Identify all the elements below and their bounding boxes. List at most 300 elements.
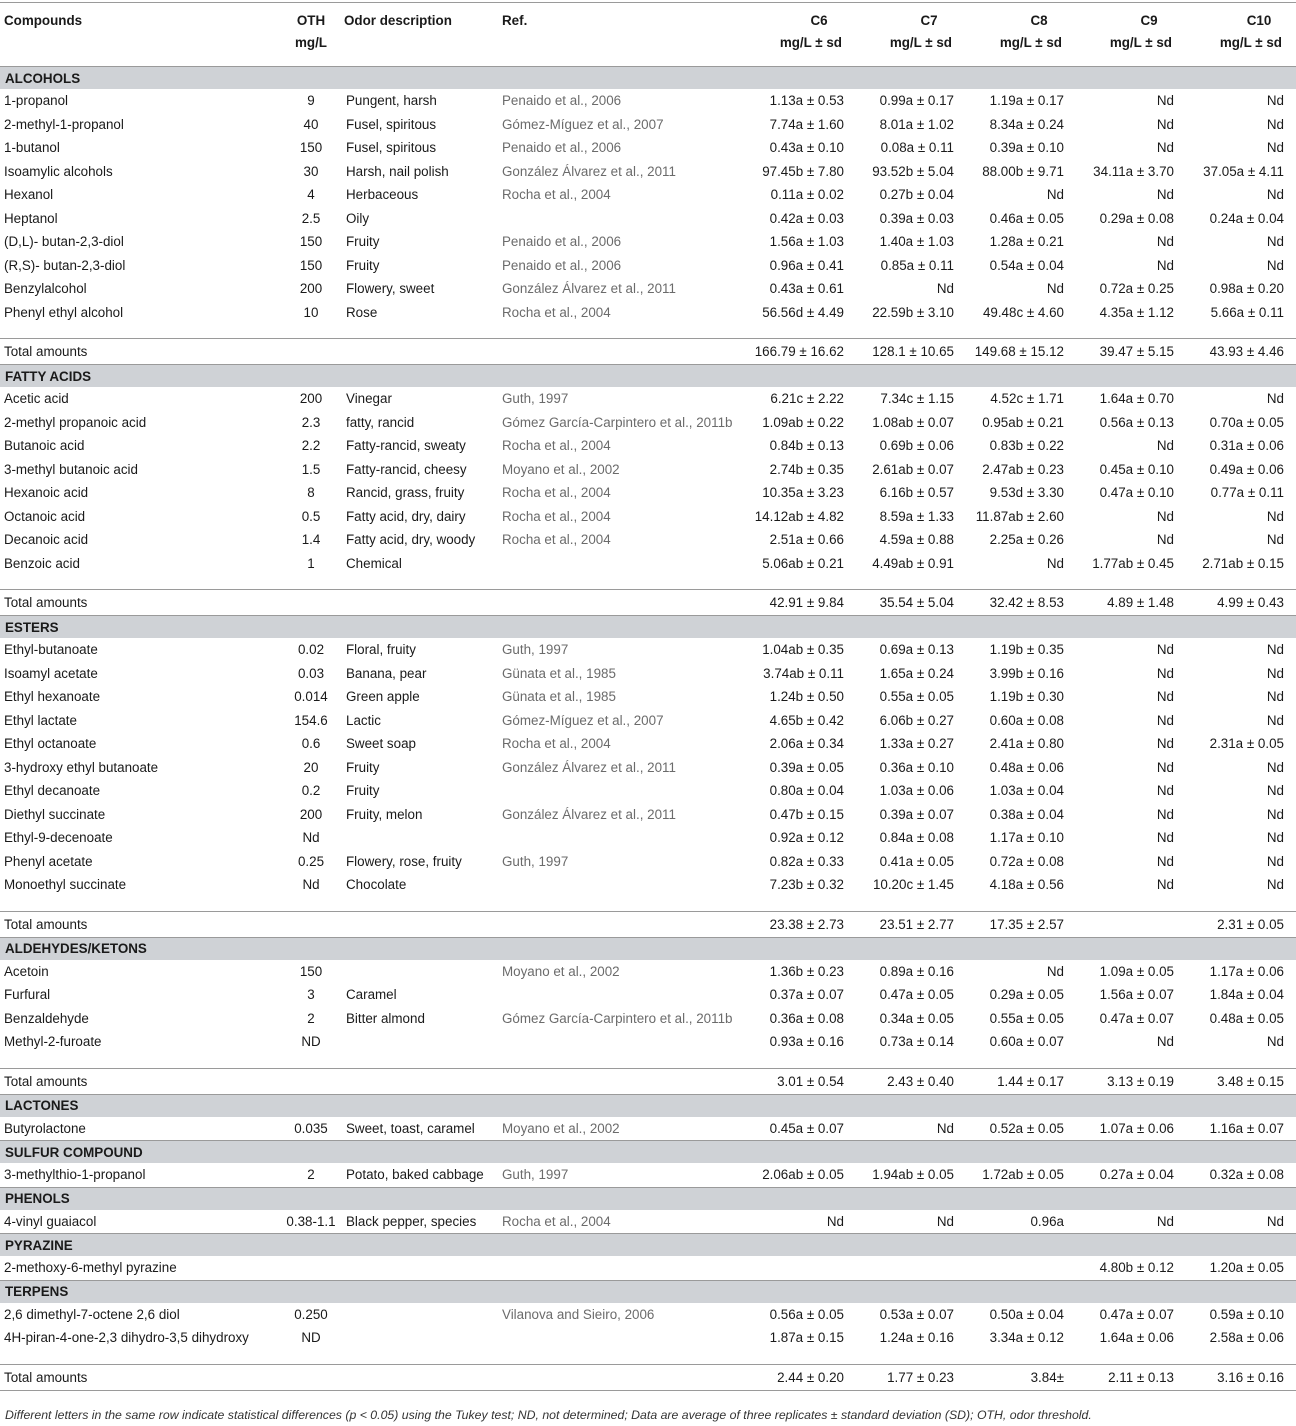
compound-name: Hexanol: [4, 187, 54, 203]
table-row: [0, 301, 1296, 325]
reference: [498, 1030, 746, 1054]
value-c10: 0.48a ± 0.05: [1209, 1010, 1284, 1026]
odor-threshold: 0.03: [297, 665, 325, 681]
reference: Guth, 1997: [502, 391, 569, 407]
table-row: [0, 481, 1296, 505]
value-c8: 4.52c ± 1.71: [990, 391, 1064, 407]
table-row: [0, 1163, 1296, 1187]
value-c8: 1.19a ± 0.17: [989, 93, 1064, 109]
divider-cell: [0, 324, 1296, 339]
value-c8: Nd: [1046, 963, 1064, 979]
value-c6: 4.65b ± 0.42: [769, 712, 844, 728]
value-c9: Nd: [1156, 508, 1174, 524]
header-compounds: Compounds: [0, 3, 282, 29]
value-c10: 1.84a ± 0.04: [1209, 987, 1284, 1003]
total-label: Total amounts: [0, 1364, 282, 1390]
compound-name: Benzaldehyde: [4, 1010, 89, 1026]
value-c8: 11.87ab ± 2.60: [975, 508, 1064, 524]
table-row: [0, 528, 1296, 552]
value-c7: 0.69b ± 0.06: [879, 438, 954, 454]
odor-description: Harsh, nail polish: [346, 163, 449, 179]
compound-name: 2-methoxy-6-methyl pyrazine: [4, 1260, 177, 1276]
table-row: [0, 277, 1296, 301]
value-c8: Nd: [1046, 187, 1064, 203]
value-c10: 1.17a ± 0.06: [1209, 963, 1284, 979]
compound-name: Furfural: [4, 987, 51, 1003]
odor-threshold: 0.6: [301, 736, 321, 752]
empty-cell: [498, 1068, 746, 1094]
section-header-row: [0, 1094, 1296, 1117]
value-c7: 0.89a ± 0.16: [879, 963, 954, 979]
header-oth: OTH: [282, 3, 340, 29]
odor-threshold: 200: [299, 281, 323, 297]
reference: González Álvarez et al., 2011: [502, 806, 676, 822]
odor-threshold: 30: [303, 163, 319, 179]
odor-threshold: 2.2: [301, 438, 321, 454]
table-row: [0, 638, 1296, 662]
value-c10: Nd: [1266, 783, 1284, 799]
value-c9: Nd: [1156, 853, 1174, 869]
odor-description: Rose: [346, 304, 378, 320]
empty-cell: [498, 339, 746, 365]
section-divider: [0, 575, 1296, 590]
value-c7: Nd: [936, 1120, 954, 1136]
reference: [498, 1326, 746, 1350]
value-c7: 1.24a ± 0.16: [879, 1330, 954, 1346]
odor-description: Caramel: [346, 987, 397, 1003]
table-row: [0, 505, 1296, 529]
reference: Rocha et al., 2004: [502, 532, 611, 548]
total-c8: 3.84±: [966, 1364, 1076, 1390]
header-unit-c9: mg/L ± sd: [1109, 34, 1172, 50]
header-sample-c8: C8: [966, 3, 1076, 29]
value-c8: 0.60a ± 0.07: [989, 1034, 1064, 1050]
value-c6: 0.96a ± 0.41: [769, 257, 844, 273]
compounds-table: [0, 2, 1296, 1391]
table-row: [0, 136, 1296, 160]
section-header-row: [0, 1187, 1296, 1210]
value-c9: 1.64a ± 0.70: [1099, 391, 1174, 407]
total-row: [0, 911, 1296, 937]
reference: [498, 1256, 746, 1280]
header-empty: [340, 28, 498, 56]
table-row: [0, 1117, 1296, 1141]
value-c9: Nd: [1156, 187, 1174, 203]
value-c7: 6.16b ± 0.57: [879, 485, 954, 501]
compound-name: Acetic acid: [4, 391, 69, 407]
odor-description: Sweet, toast, caramel: [346, 1120, 475, 1136]
value-c8: 0.95ab ± 0.21: [982, 414, 1064, 430]
value-c9: 0.47a ± 0.07: [1099, 1010, 1174, 1026]
odor-description: Chemical: [346, 555, 402, 571]
value-c8: 0.39a ± 0.10: [989, 140, 1064, 156]
compound-name: Diethyl succinate: [4, 806, 106, 822]
compound-name: Isoamyl acetate: [4, 665, 98, 681]
compound-name: Butanoic acid: [4, 438, 85, 454]
reference: Rocha et al., 2004: [502, 438, 611, 454]
header-sample-c6: C6: [746, 3, 856, 29]
compound-name: Monoethyl succinate: [4, 877, 127, 893]
value-c6: [746, 1256, 856, 1280]
reference: Günata et al., 1985: [502, 689, 616, 705]
value-c9: Nd: [1156, 1034, 1174, 1050]
odor-threshold: Nd: [302, 830, 320, 846]
odor-threshold: 1.4: [301, 532, 321, 548]
value-c9: Nd: [1156, 532, 1174, 548]
reference: Vilanova and Sieiro, 2006: [502, 1306, 655, 1322]
value-c6: 2.74b ± 0.35: [769, 461, 844, 477]
compound-name: Benzoic acid: [4, 555, 80, 571]
odor-description: Sweet soap: [346, 736, 416, 752]
value-c9: 0.56a ± 0.13: [1099, 414, 1174, 430]
value-c7: 0.73a ± 0.14: [879, 1034, 954, 1050]
value-c7: 0.47a ± 0.05: [879, 987, 954, 1003]
value-c8: 2.41a ± 0.80: [989, 736, 1064, 752]
reference: [498, 826, 746, 850]
value-c7: 0.53a ± 0.07: [879, 1306, 954, 1322]
odor-description: Black pepper, species: [346, 1213, 477, 1229]
value-c9: 1.56a ± 0.07: [1099, 987, 1174, 1003]
value-c10: Nd: [1266, 877, 1284, 893]
odor-description: Fruity: [346, 257, 380, 273]
value-c8: 1.17a ± 0.10: [989, 830, 1064, 846]
reference: [498, 873, 746, 897]
value-c10: 5.66a ± 0.11: [1210, 304, 1284, 320]
section-header-row: [0, 1280, 1296, 1303]
compound-name: Methyl-2-furoate: [4, 1034, 102, 1050]
total-c7: 1.77 ± 0.23: [856, 1364, 966, 1390]
value-c10: 1.20a ± 0.05: [1209, 1260, 1284, 1276]
odor-description: Flowery, rose, fruity: [346, 853, 462, 869]
table-row: [0, 850, 1296, 874]
value-c10: Nd: [1266, 391, 1284, 407]
odor-threshold: 150: [299, 257, 323, 273]
value-c6: 1.87a ± 0.15: [769, 1330, 844, 1346]
value-c7: 4.59a ± 0.88: [879, 532, 954, 548]
value-c6: 2.51a ± 0.66: [769, 532, 844, 548]
value-c7: 2.61ab ± 0.07: [872, 461, 954, 477]
odor-description: Fusel, spiritous: [346, 140, 437, 156]
total-c10: 3.16 ± 0.16: [1186, 1364, 1296, 1390]
odor-description: [340, 960, 498, 984]
value-c10: Nd: [1266, 712, 1284, 728]
value-c7: 8.01a ± 1.02: [879, 116, 954, 132]
section-title: ESTERS: [0, 616, 1296, 639]
table-row: [0, 1256, 1296, 1280]
value-c7: 0.41a ± 0.05: [879, 853, 954, 869]
total-c7: 128.1 ± 10.65: [872, 344, 954, 359]
odor-description: Floral, fruity: [346, 642, 416, 658]
odor-description: [340, 1030, 498, 1054]
value-c7: [856, 1256, 966, 1280]
value-c9: Nd: [1156, 783, 1174, 799]
empty-cell: [340, 1364, 498, 1390]
compound-name: 1-propanol: [4, 93, 69, 109]
value-c9: Nd: [1156, 1213, 1174, 1229]
empty-cell: [282, 1068, 340, 1094]
value-c7: 93.52b ± 5.04: [872, 163, 954, 179]
table-row: [0, 1030, 1296, 1054]
value-c6: 1.04ab ± 0.35: [762, 642, 844, 658]
value-c8: 1.03a ± 0.04: [989, 783, 1064, 799]
value-c8: 0.54a ± 0.04: [989, 257, 1064, 273]
total-c9: 3.13 ± 0.19: [1107, 1073, 1174, 1089]
table-row: [0, 779, 1296, 803]
value-c10: 0.24a ± 0.04: [1209, 210, 1284, 226]
table-row: [0, 387, 1296, 411]
odor-threshold: 2.5: [301, 210, 321, 226]
value-c6: 2.06a ± 0.34: [769, 736, 844, 752]
table-row: [0, 458, 1296, 482]
value-c6: 14.12ab ± 4.82: [754, 508, 844, 524]
odor-description: Flowery, sweet: [346, 281, 435, 297]
table-row: [0, 803, 1296, 827]
value-c9: 1.64a ± 0.06: [1099, 1330, 1174, 1346]
table-footnote: Different letters in the same row indicate statistical differences (p < 0.05) using the Tukey test; ND, not determined; Data are average of three replicates ± standard deviation (SD); OTH, odor threshold.: [5, 1408, 1092, 1422]
empty-cell: [498, 911, 746, 937]
divider-cell: [0, 897, 1296, 912]
compound-name: Ethyl-butanoate: [4, 642, 98, 658]
value-c9: 1.09a ± 0.05: [1099, 963, 1174, 979]
reference: Moyano et al., 2002: [502, 461, 620, 477]
value-c6: 1.09ab ± 0.22: [762, 414, 844, 430]
odor-threshold: 1: [307, 555, 315, 571]
compound-name: 2-methyl-1-propanol: [4, 116, 124, 132]
value-c10: Nd: [1266, 234, 1284, 250]
odor-threshold: ND: [301, 1330, 321, 1346]
reference: [498, 552, 746, 576]
value-c10: 0.59a ± 0.10: [1209, 1306, 1284, 1322]
section-title: PHENOLS: [0, 1187, 1296, 1210]
reference: Rocha et al., 2004: [502, 508, 611, 524]
table-row: [0, 89, 1296, 113]
value-c7: 22.59b ± 3.10: [872, 304, 954, 320]
total-c10: 2.31 ± 0.05: [1217, 916, 1284, 932]
value-c9: 1.07a ± 0.06: [1099, 1120, 1174, 1136]
value-c7: 0.08a ± 0.11: [880, 140, 954, 156]
value-c6: 7.74a ± 1.60: [769, 116, 844, 132]
table-row: [0, 254, 1296, 278]
table-row: [0, 1303, 1296, 1327]
reference: Penaido et al., 2006: [502, 93, 622, 109]
value-c6: 56.56d ± 4.49: [762, 304, 844, 320]
value-c6: 6.21c ± 2.22: [770, 391, 844, 407]
value-c9: 0.45a ± 0.10: [1099, 461, 1174, 477]
value-c10: Nd: [1266, 642, 1284, 658]
empty-cell: [282, 590, 340, 616]
odor-description: Fatty acid, dry, dairy: [346, 508, 466, 524]
compound-name: Heptanol: [4, 210, 58, 226]
total-label: Total amounts: [4, 595, 88, 610]
value-c8: 0.96a: [1030, 1213, 1064, 1229]
value-c8: 88.00b ± 9.71: [982, 163, 1064, 179]
value-c7: 6.06b ± 0.27: [879, 712, 954, 728]
value-c10: Nd: [1266, 140, 1284, 156]
table-row: [0, 826, 1296, 850]
odor-threshold: 200: [299, 806, 323, 822]
odor-threshold: 0.25: [297, 853, 325, 869]
reference: Gómez-Míguez et al., 2007: [502, 116, 664, 132]
header-sample-c9: C9: [1076, 3, 1186, 29]
total-c8: 32.42 ± 8.53: [989, 595, 1064, 610]
odor-threshold: 0.5: [301, 508, 321, 524]
odor-description: Fatty-rancid, cheesy: [346, 461, 467, 477]
section-title: FATTY ACIDS: [0, 365, 1296, 388]
value-c6: Nd: [826, 1213, 844, 1229]
value-c6: 3.74ab ± 0.11: [763, 665, 844, 681]
value-c6: 0.56a ± 0.05: [769, 1306, 844, 1322]
compound-name: 3-hydroxy ethyl butanoate: [4, 759, 159, 775]
value-c7: 1.65a ± 0.24: [879, 665, 954, 681]
total-c6: 3.01 ± 0.54: [777, 1073, 844, 1089]
odor-description: Banana, pear: [346, 665, 427, 681]
table-row: [0, 207, 1296, 231]
value-c7: Nd: [936, 1213, 954, 1229]
value-c9: Nd: [1156, 116, 1174, 132]
value-c8: 0.55a ± 0.05: [989, 1010, 1064, 1026]
value-c7: 1.33a ± 0.27: [879, 736, 954, 752]
total-c9: 2.11 ± 0.13: [1076, 1364, 1186, 1390]
total-c6: 2.44 ± 0.20: [746, 1364, 856, 1390]
header-unit-c10: mg/L ± sd: [1219, 34, 1282, 50]
value-c10: Nd: [1266, 689, 1284, 705]
value-c8: 0.38a ± 0.04: [989, 806, 1064, 822]
value-c9: Nd: [1156, 712, 1174, 728]
reference: [498, 983, 746, 1007]
odor-threshold: 154.6: [294, 712, 328, 728]
header-unit-c8: mg/L ± sd: [999, 34, 1062, 50]
odor-threshold: 200: [299, 391, 323, 407]
value-c6: 0.39a ± 0.05: [769, 759, 844, 775]
table-row: [0, 685, 1296, 709]
empty-cell: [282, 911, 340, 937]
reference: Guth, 1997: [502, 853, 569, 869]
odor-threshold: 150: [299, 963, 323, 979]
section-divider: [0, 1350, 1296, 1365]
empty-cell: [498, 590, 746, 616]
value-c10: 0.49a ± 0.06: [1209, 461, 1284, 477]
value-c6: 0.92a ± 0.12: [769, 830, 844, 846]
value-c6: 0.82a ± 0.33: [769, 853, 844, 869]
compound-name: Decanoic acid: [4, 532, 89, 548]
value-c8: 1.28a ± 0.21: [989, 234, 1064, 250]
total-c6: 166.79 ± 16.62: [754, 344, 844, 359]
empty-cell: [340, 1068, 498, 1094]
table-row: [0, 230, 1296, 254]
section-divider: [0, 1054, 1296, 1069]
compound-name: Octanoic acid: [4, 508, 86, 524]
odor-description: Lactic: [346, 712, 381, 728]
section-title: PYRAZINE: [0, 1234, 1296, 1257]
compound-name: Hexanoic acid: [4, 485, 89, 501]
value-c6: 0.93a ± 0.16: [769, 1034, 844, 1050]
total-label: Total amounts: [4, 1073, 88, 1089]
odor-threshold: 10: [303, 304, 319, 320]
value-c10: Nd: [1266, 1213, 1284, 1229]
value-c6: 0.11a ± 0.02: [770, 187, 844, 203]
value-c6: 7.23b ± 0.32: [769, 877, 844, 893]
compound-name: 3-methyl butanoic acid: [4, 461, 138, 477]
value-c10: Nd: [1266, 532, 1284, 548]
compound-name: Ethyl decanoate: [4, 783, 101, 799]
odor-threshold: 20: [303, 759, 319, 775]
header-odor: Odor description: [340, 3, 498, 29]
value-c8: 2.47ab ± 0.23: [982, 461, 1064, 477]
total-c7: 35.54 ± 5.04: [879, 595, 954, 610]
reference: González Álvarez et al., 2011: [502, 163, 676, 179]
value-c9: 0.47a ± 0.07: [1099, 1306, 1174, 1322]
value-c10: 0.77a ± 0.11: [1210, 485, 1284, 501]
value-c10: Nd: [1266, 187, 1284, 203]
value-c6: 0.43a ± 0.10: [769, 140, 844, 156]
section-header-row: [0, 616, 1296, 639]
value-c10: Nd: [1266, 806, 1284, 822]
value-c6: 10.35a ± 3.23: [762, 485, 844, 501]
section-title: TERPENS: [0, 1280, 1296, 1303]
total-c7: 23.51 ± 2.77: [879, 916, 954, 932]
odor-threshold: 0.014: [294, 689, 328, 705]
value-c8: 3.99b ± 0.16: [989, 665, 1064, 681]
odor-threshold: 0.035: [294, 1120, 328, 1136]
value-c9: Nd: [1156, 140, 1174, 156]
odor-threshold: 40: [303, 116, 319, 132]
odor-description: Fruity: [346, 783, 380, 799]
value-c7: 0.84a ± 0.08: [879, 830, 954, 846]
table-row: [0, 756, 1296, 780]
reference: Guth, 1997: [502, 642, 569, 658]
value-c8: 0.72a ± 0.08: [989, 853, 1064, 869]
value-c7: 0.55a ± 0.05: [879, 689, 954, 705]
odor-threshold: 4: [307, 187, 315, 203]
section-title: ALDEHYDES/KETONS: [0, 937, 1296, 960]
value-c9: 4.80b ± 0.12: [1099, 1260, 1174, 1276]
odor-description: Green apple: [346, 689, 420, 705]
section-divider: [0, 897, 1296, 912]
table-header: [0, 3, 1296, 67]
compound-name: Acetoin: [4, 963, 49, 979]
value-c9: Nd: [1156, 234, 1174, 250]
odor-threshold: ND: [301, 1034, 321, 1050]
reference: Günata et al., 1985: [502, 665, 616, 681]
compound-name: 4-vinyl guaiacol: [4, 1213, 97, 1229]
header-oth-unit: mg/L: [295, 34, 327, 50]
table-row: [0, 1326, 1296, 1350]
value-c7: 0.99a ± 0.17: [879, 93, 954, 109]
total-c7: 2.43 ± 0.40: [887, 1073, 954, 1089]
value-c6: 0.42a ± 0.03: [769, 210, 844, 226]
header-ref: Ref.: [498, 3, 746, 29]
empty-cell: [340, 911, 498, 937]
value-c7: 1.08ab ± 0.07: [872, 414, 954, 430]
compound-name: 2-methyl propanoic acid: [4, 414, 147, 430]
value-c6: 5.06ab ± 0.21: [762, 555, 844, 571]
section-header-row: [0, 1234, 1296, 1257]
value-c9: 0.47a ± 0.10: [1099, 485, 1174, 501]
odor-description: Fruity, melon: [346, 806, 423, 822]
value-c8: 0.60a ± 0.08: [989, 712, 1064, 728]
value-c10: Nd: [1266, 665, 1284, 681]
total-c10: 43.93 ± 4.46: [1209, 344, 1284, 359]
total-c8: 1.44 ± 0.17: [997, 1073, 1064, 1089]
value-c8: 0.46a ± 0.05: [989, 210, 1064, 226]
value-c7: 7.34c ± 1.15: [880, 391, 954, 407]
value-c6: 2.06ab ± 0.05: [762, 1167, 844, 1183]
value-c7: 8.59a ± 1.33: [879, 508, 954, 524]
value-c7: 1.03a ± 0.06: [879, 783, 954, 799]
odor-description: Rancid, grass, fruity: [346, 485, 465, 501]
value-c9: Nd: [1156, 736, 1174, 752]
odor-description: [340, 1256, 498, 1280]
